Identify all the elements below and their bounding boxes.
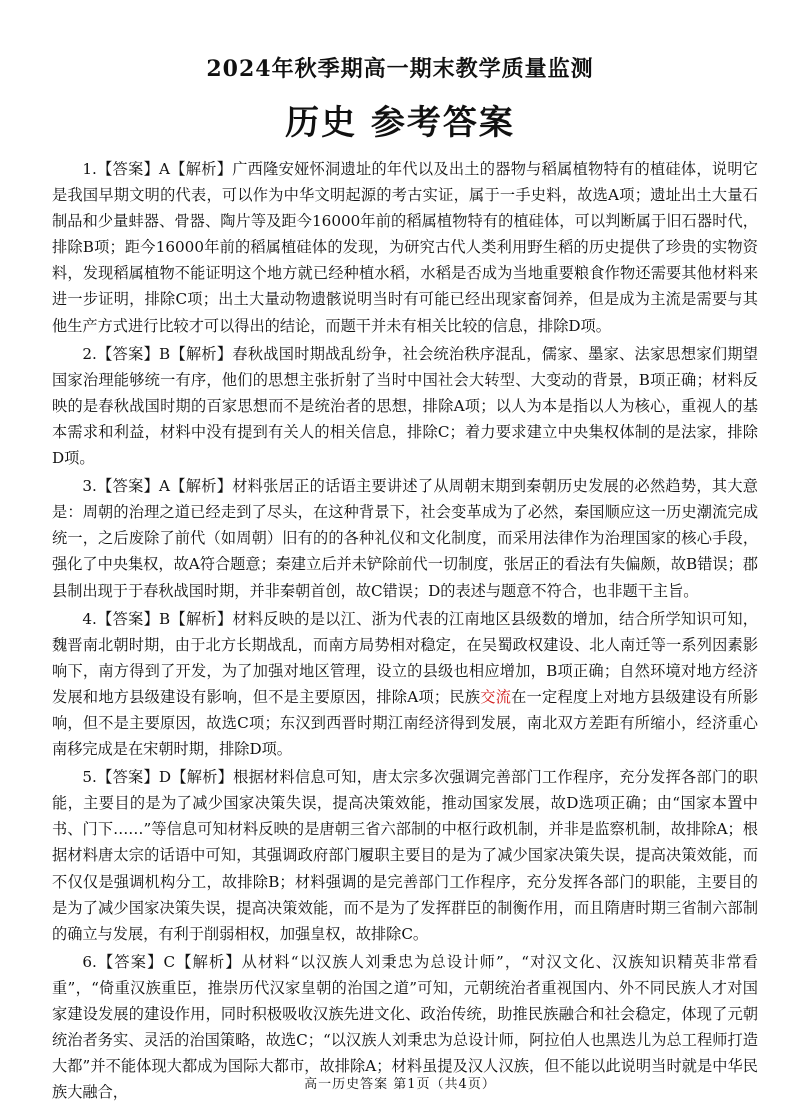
document-title: 2024年秋季期高一期末教学质量监测 — [206, 56, 594, 82]
answer-item-4-part-1: 4.【答案】B【解析】材料反映的是以江、浙为代表的江南地区县级数的增加，结合所学知识可知，魏晋南北朝时期，由于北方长期战乱，而南方局势相对稳定，在吴蜀政权建设、北人南迁等一系列因素影响下，南方得到了开发，为了加强对地区管理，设立的县级也相应增加，B项正确；自然环境对地方经济发展和地方县级建设有影响，但不是主要原因，排除A项；民族 — [52, 609, 758, 706]
answer-item-2: 2.【答案】B【解析】春秋战国时期战乱纷争，社会统治秩序混乱，儒家、墨家、法家思想家们期望国家治理能够统一有序，他们的思想主张折射了当时中国社会大转型、大变动的背景，B项正确；材料反映的是春秋战国时期的百家思想而不是统治者的思想，排除A项；以人为本是指以人为核心，重视人的基本需求和利益，材料中没有提到有关人的相关信息，排除C；着力要求建立中央集权体制的是法家，排除D项。 — [52, 344, 758, 468]
document-subtitle: 历史 参考答案 — [285, 103, 515, 143]
highlighted-word: 交流 — [480, 687, 512, 706]
page-footer: 高一历史答案 第1页（共4页） — [304, 1077, 496, 1092]
answer-item-1: 1.【答案】A【解析】广西隆安娅怀洞遗址的年代以及出土的器物与稻属植物特有的植硅体，说明它是我国早期文明的代表，可以作为中华文明起源的考古实证，属于一手史料，故选A项；遗址出土大量石制品和少量蚌器、骨器、陶片等及距今16000年前的稻属植物特有的植硅体，可以判断属于旧石器时代，排除B项；距今16000年前的稻属植硅体的发现，为研究古代人类利用野生稻的历史提供了珍贵的实物资料，发现稻属植物不能证明这个地方就已经种植水稻，水稻是否成为当地重要粮食作物还需要其他材料来进一步证明，排除C项；出土大量动物遗骸说明当时有可能已经出现家畜饲养，但是成为主流是需要与其他生产方式进行比较才可以得出的结论，而题干并未有相关比较的信息，排除D项。 — [52, 160, 758, 335]
answer-item-5: 5.【答案】D【解析】根据材料信息可知，唐太宗多次强调完善部门工作程序，充分发挥各部门的职能，主要目的是为了减少国家决策失误，提高决策效能，推动国家发展，故D选项正确；由“国家本置中书、门下……”等信息可知材料反映的是唐朝三省六部制的中枢行政机制，并非是监察机制，故排除A；根据材料唐太宗的话语中可知，其强调政府部门履职主要目的是为了减少国家决策失误，提高决策效能，而不仅仅是强调机构分工，故排除B；材料强调的是完善部门工作程序，充分发挥各部门的职能，主要目的是为了减少国家决策失误，提高决策效能，而不是为了发挥群臣的制衡作用，而且隋唐时期三省制六部制的确立与发展，有利于削弱相权，加强皇权，故排除C。 — [52, 768, 758, 943]
answer-item-6: 6.【答案】C【解析】从材料“以汉族人刘秉忠为总设计师”，“对汉文化、汉族知识精英非常看重”，“倚重汉族重臣，推崇历代汉家皇朝的治国之道”可知，元朝统治者重视国内、外不同民族人才对国家建设发展的建设作用，同时积极吸收汉族先进文化、政治传统，助推民族融合和社会稳定，体现了元朝统治者务实、灵活的治国策略，故选C；“以汉族人刘秉忠为总设计师，阿拉伯人也黑迭儿为总工程师打造大都”并不能体现大都成为国际大都市，故排除A；材料虽提及汉人汉族，但不能以此说明当时就是中华民族大融合， — [52, 952, 758, 1102]
answer-item-3: 3.【答案】A【解析】材料张居正的话语主要讲述了从周朝末期到秦朝历史发展的必然趋势，其大意是：周朝的治理之道已经走到了尽头，在这种背景下，社会变革成为了必然，秦国顺应这一历史潮流完成统一，之后废除了前代（如周朝）旧有的的各种礼仪和文化制度，而采用法律作为治理国家的核心手段，强化了中央集权，故A符合题意；秦建立后并未铲除前代一切制度，张居正的看法有失偏颇，故B错误；郡县制出现于于春秋战国时期，并非秦朝首创，故C错误；D的表述与题意不符合，也非题干主旨。 — [52, 477, 758, 600]
answer-item-4 — [52, 606, 758, 763]
answer-item-4-part-2: 在一定程度上对地方县级建设有所影响，但不是主要原因，故选C项；东汉到西晋时期江南经济得到发展，南北双方差距有所缩小，经济重心南移完成是在宋朝时期，排除D项。 — [52, 687, 759, 759]
answers-section — [52, 156, 758, 1107]
